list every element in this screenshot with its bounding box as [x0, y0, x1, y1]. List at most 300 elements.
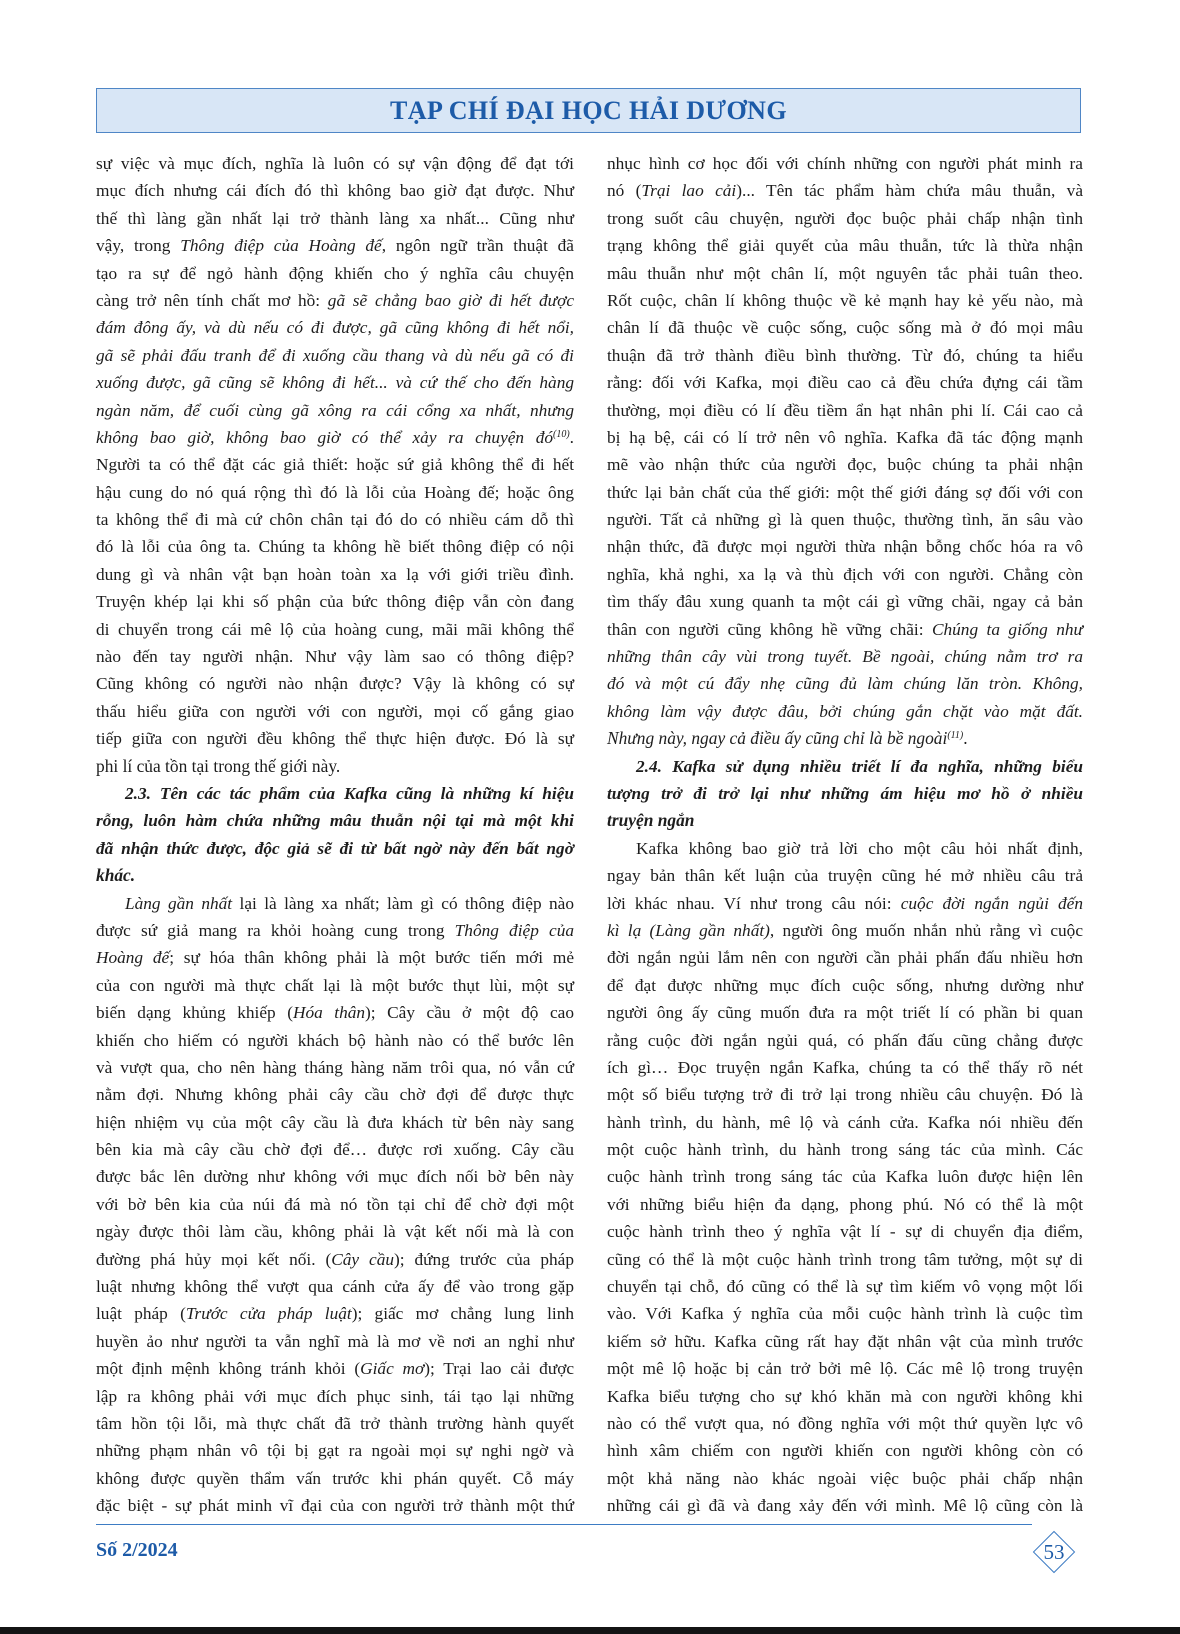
text-line [96, 616, 574, 643]
text-run: , ngôn ngữ trần thuật đã [381, 236, 574, 256]
text-run: dung gì và nhân vật bạn hoàn toàn xa lạ với giới triều đình. [96, 564, 574, 584]
text-line [96, 205, 574, 232]
text-run: trong suốt câu chuyện, người đọc buộc phải chấp nhận tình [607, 208, 1083, 228]
text-line [96, 1355, 574, 1382]
text-run: cuộc hành trình theo ý nghĩa vật lí - sự di chuyển địa điểm, [607, 1222, 1083, 1242]
text-line [607, 1465, 1083, 1492]
text-line [607, 753, 1083, 780]
text-line [96, 1109, 574, 1136]
scan-edge [0, 1627, 1180, 1634]
left-column [96, 150, 574, 1520]
text-line [96, 698, 574, 725]
text-line [607, 1492, 1083, 1519]
text-run: hình xâm chiếm con người khiến con người không còn có [607, 1441, 1083, 1461]
italic-text: Giấc mơ [360, 1359, 425, 1379]
line-content [607, 1113, 1083, 1132]
line-content [607, 209, 1083, 228]
line-content [607, 1031, 1083, 1050]
line-content [96, 1140, 574, 1159]
text-line [607, 397, 1083, 424]
line-content [96, 565, 574, 584]
text-line [96, 780, 574, 807]
line-content [96, 1250, 574, 1269]
section-heading [607, 753, 1083, 835]
italic-text: cuộc đời ngắn ngủi đến [900, 893, 1084, 913]
text-run: không được quyền thẩm vấn trước khi phán quyết. Cỗ máy [96, 1468, 574, 1488]
line-content [607, 1058, 1083, 1077]
text-run: bị hạ bệ, cái có lí trở nên vô nghĩa. Kafka đã tác động mạnh [607, 427, 1083, 447]
section-heading [96, 780, 574, 890]
text-run: rỗng, luôn hàm chứa những mâu thuẫn nội tại mà một khi [96, 811, 574, 831]
text-run: thế thì làng gần nhất lại trở thành làng xa nhất... Cũng như [96, 208, 574, 228]
text-line [96, 1410, 574, 1437]
line-content [96, 264, 574, 283]
line-content [607, 866, 1083, 885]
text-run: . [569, 427, 574, 447]
text-run: 2.4. Kafka sử dụng nhiều triết lí đa nghĩa, những biểu [636, 756, 1083, 776]
line-content [607, 1222, 1083, 1241]
text-line [607, 177, 1083, 204]
text-run: chuyển tại chỗ, đó cũng có thể là sự tìm kiếm vô vọng một lối [607, 1277, 1083, 1297]
text-line [607, 1300, 1083, 1327]
text-line [607, 561, 1083, 588]
line-content [607, 1387, 1083, 1406]
text-line [607, 780, 1083, 807]
footnote-ref: (11) [947, 730, 964, 742]
text-run: truyện ngắn [607, 810, 695, 831]
text-run: cũng có thể là một cuộc hành trình trong tâm tưởng, một sự di [607, 1249, 1083, 1269]
text-line [607, 1218, 1083, 1245]
line-content [125, 784, 574, 803]
text-line [96, 917, 574, 944]
text-run: nào có thể vượt qua, nó đồng nghĩa với một thứ quyền lực vô [607, 1413, 1083, 1433]
text-run: một khả năng nào khác ngoài việc buộc phải chấp nhận [607, 1468, 1083, 1488]
text-line [607, 588, 1083, 615]
line-content [607, 264, 1083, 283]
italic-text: đó và một cú đẩy nhẹ cũng đủ làm chúng lăn tròn. Không, [607, 674, 1083, 694]
footnote-ref: (10) [553, 428, 570, 440]
line-content [96, 1359, 574, 1378]
text-run: tiếp giữa con người đều không thể thực hiện được. Đó là sự [96, 729, 574, 749]
text-run: Rốt cuộc, chân lí không thuộc về kẻ mạnh hay kẻ yếu nào, mà [607, 290, 1083, 310]
text-line [96, 1437, 574, 1464]
text-run: nằm đợi. Nhưng không phải cây cầu chờ đợi để được thực [96, 1085, 574, 1105]
line-content [607, 291, 1083, 310]
text-line [96, 369, 574, 396]
text-line [607, 479, 1083, 506]
page-number: 53 [1043, 1540, 1065, 1564]
line-content [96, 1222, 574, 1241]
text-line [607, 451, 1083, 478]
text-line [96, 1328, 574, 1355]
text-run: kiếm sở hữu. Kafka cũng rất hay đặt nhân vật của mình trước [607, 1331, 1083, 1351]
italic-text: Trước cửa pháp luật [185, 1304, 352, 1324]
line-content [96, 702, 574, 721]
line-content [607, 784, 1083, 803]
text-run: lập ra không phải với mục đích phục sinh, tái tạo lại những [96, 1386, 574, 1406]
line-content [607, 620, 1083, 639]
italic-text: Làng gần nhất [125, 893, 233, 913]
text-line [96, 1383, 574, 1410]
line-content [96, 537, 574, 556]
text-line [96, 753, 574, 780]
text-line [607, 616, 1083, 643]
text-run: sự việc và mục đích, nghĩa là luôn có sự vận động để đạt tới [96, 154, 574, 173]
text-run: đặc biệt - sự phát minh vĩ đại của con người trở thành một thứ [96, 1496, 574, 1516]
text-run: cuộc hành trình trong sáng tác của Kafka luôn được hiện lên [607, 1167, 1083, 1187]
text-line [607, 1383, 1083, 1410]
line-content [607, 702, 1083, 721]
line-content [607, 510, 1083, 529]
text-line [96, 479, 574, 506]
line-content [607, 976, 1083, 995]
text-run: được bắc lên dường như không với mục đích nối bờ bên này [96, 1167, 574, 1187]
text-run: thuận đã trở thành điều bình thường. Từ đó, chúng ta hiểu [607, 345, 1083, 365]
text-run: )... Tên tác phẩm hàm chứa mâu thuẫn, và [736, 181, 1084, 201]
text-run: phi lí của tồn tại trong thế giới này. [96, 755, 341, 776]
text-line [607, 150, 1083, 177]
line-content [607, 483, 1083, 502]
text-line [607, 424, 1083, 451]
line-content [96, 1332, 574, 1351]
line-content [96, 346, 574, 365]
text-line [607, 1191, 1083, 1218]
text-line [607, 205, 1083, 232]
text-line [96, 1273, 574, 1300]
text-run: huyền ảo như người ta vẫn nghĩ mà là mơ về nơi an nghỉ như [96, 1331, 574, 1351]
italic-text: đám đông ấy, và dù nếu có đi được, gã cũng không đi hết nổi, [96, 318, 574, 338]
text-line [96, 506, 574, 533]
text-line [607, 670, 1083, 697]
text-run: ); giấc mơ chẳng lung linh [351, 1304, 575, 1324]
text-line [607, 972, 1083, 999]
paragraph [607, 835, 1083, 1520]
text-line [607, 533, 1083, 560]
line-content [96, 1414, 574, 1433]
paragraph [96, 150, 574, 780]
text-line [607, 1355, 1083, 1382]
text-line [607, 698, 1083, 725]
text-line [607, 342, 1083, 369]
text-run: người ông ấy cũng muốn đưa ra một triết lí có phần bi quan [607, 1003, 1083, 1023]
text-run: tạo ra sự để ngỏ hành động khiến cho ý nghĩa câu chuyện [96, 263, 574, 283]
italic-text: gã sẽ chẳng bao giờ đi hết được [327, 290, 575, 310]
text-run: người. Tất cả những gì là quen thuộc, thường tình, ăn sâu vào [607, 510, 1083, 530]
line-content [607, 236, 1083, 255]
text-line [607, 1027, 1083, 1054]
issue-label: Số 2/2024 [96, 1539, 178, 1561]
text-line [607, 807, 1083, 834]
text-line [607, 1410, 1083, 1437]
text-line [96, 451, 574, 478]
text-line [607, 1136, 1083, 1163]
line-content [96, 1085, 574, 1104]
text-run: và vượt qua, cho nên hàng tháng hàng năm trôi qua, nó vẫn cứ [96, 1057, 574, 1077]
italic-text: Chúng ta giống như [931, 619, 1083, 639]
line-content [96, 455, 574, 474]
text-line [96, 342, 574, 369]
line-content [96, 1113, 574, 1132]
text-line [607, 944, 1083, 971]
text-run: ích gì… Đọc truyện ngắn Kafka, chúng ta có thể thấy rõ nét [607, 1057, 1083, 1077]
line-content [607, 1195, 1083, 1214]
line-content [607, 948, 1083, 967]
line-content [96, 811, 574, 830]
text-line [607, 643, 1083, 670]
text-run: ngay bản thân kết luận của truyện cũng hé mở nhiều câu trả [607, 866, 1083, 886]
text-line [607, 1109, 1083, 1136]
text-run: . [963, 728, 968, 749]
text-run: với bờ bên kia của núi đá mà nó tồn tại chỉ để chờ đợi một [96, 1194, 574, 1214]
text-line [96, 1465, 574, 1492]
text-run: đường phá hủy mọi kết nối. ( [96, 1249, 332, 1269]
italic-text: xuống được, gã cũng sẽ không đi hết... và cứ thế cho đến hàng [96, 373, 574, 393]
text-run: chân lí đã thuộc về cuộc sống, cuộc sống mà ở đó mọi mâu [607, 318, 1083, 338]
line-content [607, 1496, 1083, 1515]
line-content [96, 1387, 574, 1406]
text-run: lời khác nhau. Ví như trong câu nói: [607, 893, 901, 913]
text-line [96, 533, 574, 560]
line-content [96, 181, 574, 200]
line-content [96, 209, 574, 228]
text-line [96, 232, 574, 259]
line-content [96, 1441, 574, 1460]
line-content [607, 674, 1083, 693]
line-content [607, 1003, 1083, 1022]
text-line [607, 232, 1083, 259]
text-run: hậu cung do nó quá rộng thì đó là lỗi của Hoàng đế; hoặc ông [96, 482, 574, 502]
text-line [96, 588, 574, 615]
text-line [607, 1163, 1083, 1190]
text-line [96, 670, 574, 697]
line-content [607, 1277, 1083, 1296]
text-line [607, 1081, 1083, 1108]
italic-text: không làm vậy được đâu, bởi chúng gắn chặt vào mặt đất. [607, 701, 1083, 721]
text-run: di chuyển trong cái mê lộ của hoàng cung, mãi mãi không thể [96, 619, 574, 639]
line-content [96, 839, 574, 858]
line-content [96, 1003, 574, 1022]
line-content [96, 428, 574, 447]
line-content [607, 810, 694, 830]
text-run: thân con người cũng không hề vững chãi: [607, 619, 932, 639]
text-line [96, 944, 574, 971]
text-run: được sứ giả mang ra khỏi hoàng cung trong [96, 920, 455, 940]
text-run: Truyện khép lại khi số phận của bức thông điệp vẫn còn đang [96, 592, 574, 612]
text-run: trạng không thể giải quyết của mâu thuẫn, tức là thừa nhận [607, 236, 1083, 256]
text-line [607, 999, 1083, 1026]
text-line [607, 862, 1083, 889]
text-line [96, 1218, 574, 1245]
line-content [607, 1469, 1083, 1488]
text-line [96, 1191, 574, 1218]
text-run: lại là làng xa nhất; làm gì có thông điệp nào [232, 893, 574, 913]
text-line [607, 506, 1083, 533]
text-line [607, 1328, 1083, 1355]
text-run: nó ( [607, 181, 642, 201]
line-content [96, 865, 135, 885]
line-content [607, 537, 1083, 556]
text-run: luật nhưng không thể vượt qua cánh cửa ấy để vào trong gặp [96, 1277, 574, 1297]
line-content [607, 647, 1083, 666]
text-run: khiến cho hiếm có người khách bộ hành nào có thể bước lên [96, 1030, 574, 1050]
line-content [607, 1085, 1083, 1104]
italic-text: không bao giờ, không bao giờ có thể xảy ra chuyện đó [96, 427, 553, 447]
italic-text: Thông điệp của Hoàng đế [180, 236, 382, 256]
text-line [96, 862, 574, 889]
text-run: với những biểu hiện đa dạng, phong phú. Nó có thể là một [607, 1194, 1083, 1214]
text-run: Kafka không bao giờ trả lời cho một câu hỏi nhất định, [636, 838, 1083, 858]
text-run: ); Trại lao cải được [424, 1359, 575, 1379]
text-run: một số biểu tượng trở đi trở lại trong nhiều câu chuyện. Đó là [607, 1085, 1083, 1105]
text-run: những cái gì đã và đang xảy đến với mình. Mê lộ cũng còn là [607, 1496, 1083, 1516]
text-line [96, 725, 574, 752]
italic-text: Cây cầu [331, 1249, 394, 1269]
text-run: ); Cây cầu ở một độ cao [365, 1003, 574, 1023]
line-content [607, 894, 1083, 913]
text-line [96, 643, 574, 670]
text-line [96, 1163, 574, 1190]
line-content [607, 428, 1083, 447]
text-run: rằng: đối với Kafka, mọi điều cao cả đều chứa đựng cái tầm [607, 373, 1083, 393]
text-line [96, 177, 574, 204]
line-content [96, 976, 574, 995]
right-column [607, 150, 1083, 1520]
text-run: Kafka biểu tượng cho sự khó khăn mà con người không khi [607, 1386, 1083, 1406]
line-content [96, 154, 574, 173]
text-run: một cuộc hành trình, du hành trong sáng tác của mình. Các [607, 1140, 1083, 1160]
text-line [96, 314, 574, 341]
text-run: một định mệnh không tránh khỏi ( [96, 1359, 361, 1379]
text-line [607, 835, 1083, 862]
text-run: nghĩa, khả nghi, xa lạ và thù địch với con người. Chẳng còn [607, 564, 1083, 584]
line-content [607, 1414, 1083, 1433]
text-line [607, 890, 1083, 917]
text-line [607, 1273, 1083, 1300]
line-content [96, 318, 574, 337]
footer-divider [96, 1524, 1032, 1525]
paragraph [607, 150, 1083, 753]
line-content [607, 728, 968, 748]
text-run: nhục hình cơ học đối với chính những con người phát minh ra [607, 154, 1083, 173]
paragraph [96, 890, 574, 1520]
text-line [96, 1054, 574, 1081]
line-content [607, 1441, 1083, 1460]
text-run: hiện nhiệm vụ của một cây cầu là đưa khách từ bên này sang [96, 1112, 574, 1132]
text-line [607, 1246, 1083, 1273]
line-content [96, 620, 574, 639]
text-run: nào đến tay người nhận. Như vậy làm sao có thông điệp? [96, 647, 574, 667]
text-run: càng trở nên tính chất mơ hồ: [96, 290, 328, 310]
line-content [96, 1496, 574, 1515]
italic-text: ngàn năm, để cuối cùng gã xông ra cái cổng xa nhất, nhưng [96, 400, 574, 420]
text-line [96, 890, 574, 917]
line-content [607, 154, 1083, 173]
text-run: vậy, trong [96, 236, 181, 256]
line-content [96, 373, 574, 392]
line-content [96, 236, 574, 255]
text-run: vào. Với Kafka ý nghĩa của mỗi cuộc hành trình là cuộc tìm [607, 1304, 1083, 1324]
text-run: Người ta có thể đặt các giả thiết: hoặc sứ giả không thể đi hết [96, 455, 574, 475]
line-content [607, 1250, 1083, 1269]
journal-title: TẠP CHÍ ĐẠI HỌC HẢI DƯƠNG [390, 95, 787, 125]
line-content [607, 181, 1083, 200]
line-content [607, 1332, 1083, 1351]
text-line [96, 807, 574, 834]
text-line [607, 1437, 1083, 1464]
text-run: của con người mà thực chất lại là một bước thụt lùi, một sự [96, 975, 574, 995]
text-line [607, 725, 1083, 752]
text-line [607, 1054, 1083, 1081]
text-line [607, 369, 1083, 396]
line-content [636, 839, 1083, 858]
italic-text: những thân cây vùi trong tuyết. Bề ngoài, chúng nằm trơ ra [607, 647, 1083, 667]
line-content [96, 483, 574, 502]
text-run: thường, mọi điều có lí đều tiềm ẩn hạt nhân phi lí. Cái cao cả [607, 400, 1083, 420]
text-line [96, 287, 574, 314]
text-line [96, 1300, 574, 1327]
line-content [125, 894, 574, 913]
text-run: đó là lỗi của ông ta. Chúng ta không hề biết thông điệp có nội [96, 537, 574, 557]
text-run: hành trình, du hành, mê lộ và cánh cửa. Kafka nói nhiều đến [607, 1112, 1083, 1132]
line-content [96, 1469, 574, 1488]
line-content [96, 1277, 574, 1296]
text-run: ta không thể đi mà cứ chôn chân tại đó do có nhiều cám dỗ thì [96, 510, 574, 530]
line-content [607, 921, 1083, 940]
line-content [96, 291, 574, 310]
line-content [96, 756, 340, 776]
text-line [607, 287, 1083, 314]
line-content [636, 757, 1083, 776]
text-run: nhận thức, đã được mọi người thừa nhận bỗng chốc hóa ra vô [607, 537, 1083, 557]
line-content [96, 1195, 574, 1214]
line-content [96, 729, 574, 748]
text-run: rằng cuộc đời ngắn ngủi quá, có phấn đấu cũng chẳng được [607, 1030, 1083, 1050]
line-content [607, 318, 1083, 337]
text-line [96, 397, 574, 424]
text-run: mẽ vào nhận thức của người đọc, buộc chúng ta phải nhận [607, 455, 1083, 475]
line-content [96, 1058, 574, 1077]
line-content [607, 1304, 1083, 1323]
text-line [96, 835, 574, 862]
text-run: một mê lộ hoặc bị cản trở bởi mê lộ. Các mê lộ trong truyện [607, 1359, 1083, 1379]
line-content [96, 1031, 574, 1050]
text-run: thấu hiểu giữa con người với con người, mọi cố gắng giao [96, 701, 574, 721]
text-line [96, 561, 574, 588]
text-line [607, 260, 1083, 287]
line-content [96, 674, 574, 693]
text-run: bên kia mà cây cầu chờ đợi để… được rơi xuống. Cây cầu [96, 1140, 574, 1160]
line-content [96, 948, 574, 967]
line-content [607, 592, 1083, 611]
text-run: biến dạng khủng khiếp ( [96, 1003, 293, 1023]
line-content [607, 1140, 1083, 1159]
italic-text: Trại lao cải [641, 181, 737, 201]
line-content [96, 647, 574, 666]
line-content [96, 592, 574, 611]
text-run: , người ông muốn nhắn nhủ rằng vì cuộc [769, 920, 1084, 940]
italic-text: Thông điệp của [454, 920, 574, 940]
text-run: luật pháp ( [96, 1304, 186, 1324]
italic-text: gã sẽ phải đấu tranh để đi xuống cầu thang và dù nếu gã có đi [96, 345, 574, 365]
text-run: mục đích nhưng cái đích đó thì không bao giờ đạt được. Như [96, 181, 574, 201]
text-line [96, 1081, 574, 1108]
italic-text: Hoàng đế [96, 948, 170, 968]
line-content [96, 510, 574, 529]
line-content [607, 565, 1083, 584]
text-line [96, 999, 574, 1026]
page-number-badge [1032, 1530, 1076, 1574]
text-run: ; sự hóa thân không phải là một bước tiến mới mẻ [169, 948, 574, 968]
